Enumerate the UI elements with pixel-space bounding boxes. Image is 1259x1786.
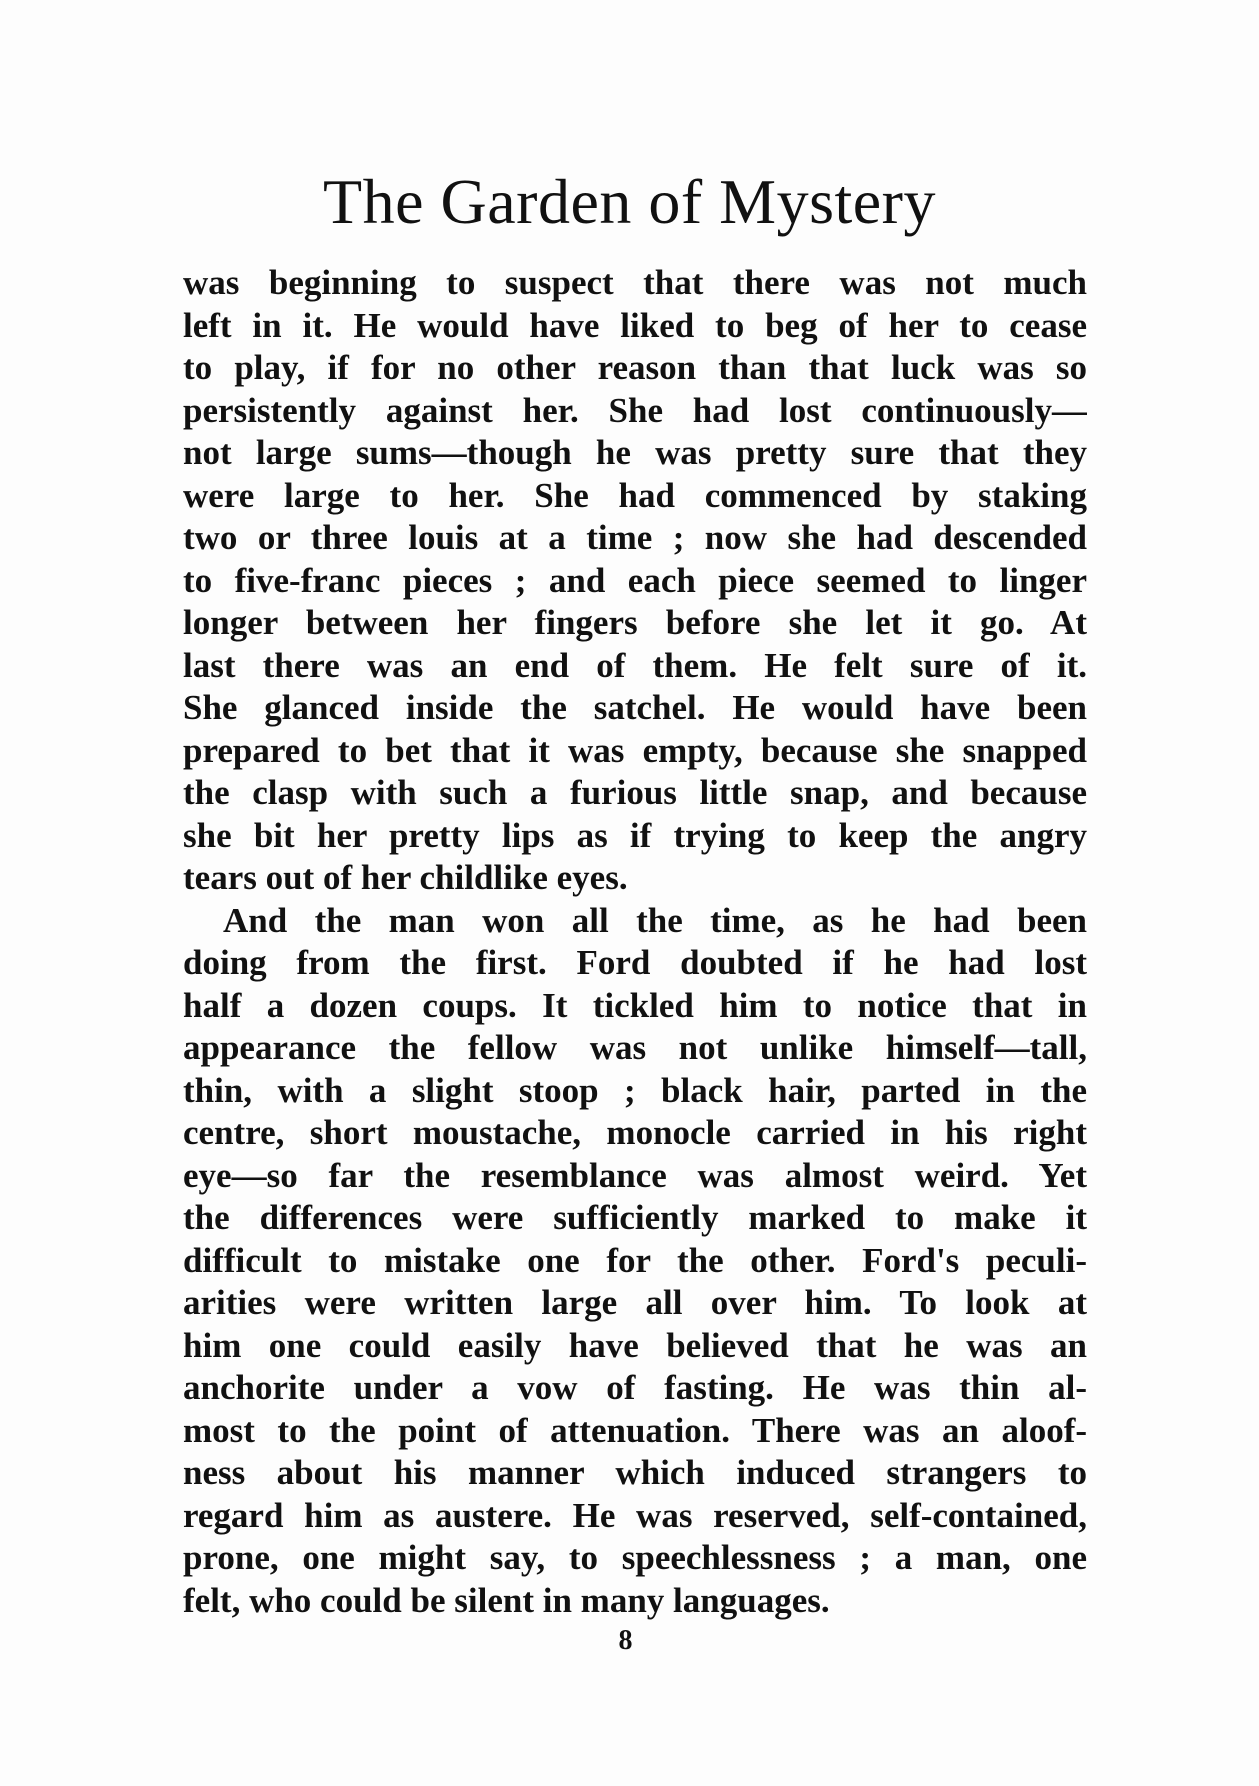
text-line: most to the point of attenuation. There was an aloof- (183, 1410, 1087, 1450)
text-line: last there was an end of them. He felt sure of it. (183, 645, 1087, 685)
paragraph-start-line: And the man won all the time, as he had been (223, 900, 1087, 940)
text-line: the differences were sufficiently marked to make it (183, 1198, 1087, 1237)
text-line: appearance the fellow was not unlike himself—tall, (183, 1028, 1087, 1067)
text-line: doing from the first. Ford doubted if he had lost (183, 943, 1087, 982)
text-line: to five-franc pieces ; and each piece seemed to linger (183, 560, 1087, 600)
text-line: anchorite under a vow of fasting. He was thin al- (183, 1368, 1087, 1407)
text-line: eye—so far the resemblance was almost weird. Yet (183, 1155, 1087, 1195)
text-line: difficult to mistake one for the other. Ford's peculi- (183, 1240, 1087, 1280)
paragraph-end-line: felt, who could be silent in many languages. (183, 1580, 830, 1620)
text-line: regard him as austere. He was reserved, self-contained, (183, 1495, 1087, 1535)
text-line: arities were written large all over him. To look at (183, 1283, 1087, 1322)
body-text (183, 262, 1087, 1622)
text-line: left in it. He would have liked to beg of her to cease (183, 305, 1087, 345)
text-line: centre, short moustache, monocle carried in his right (183, 1113, 1087, 1152)
text-line: prone, one might say, to speechlessness ; a man, one (183, 1538, 1087, 1577)
text-line: the clasp with such a furious little snap, and because (183, 773, 1087, 812)
paragraph-end-line: tears out of her childlike eyes. (183, 858, 628, 897)
text-line: prepared to bet that it was empty, because she snapped (183, 730, 1087, 770)
text-line: two or three louis at a time ; now she had descended (183, 518, 1087, 557)
text-line: She glanced inside the satchel. He would have been (183, 688, 1087, 727)
text-line: ness about his manner which induced strangers to (183, 1453, 1087, 1492)
running-head: The Garden of Mystery (323, 166, 936, 237)
text-line: thin, with a slight stoop ; black hair, parted in the (183, 1070, 1087, 1110)
text-line: not large sums—though he was pretty sure that they (183, 433, 1087, 472)
text-line: she bit her pretty lips as if trying to keep the angry (183, 815, 1087, 855)
text-line: persistently against her. She had lost continuously— (183, 390, 1087, 430)
text-line: was beginning to suspect that there was not much (183, 263, 1087, 302)
text-line: longer between her fingers before she let it go. At (183, 603, 1087, 642)
text-line: half a dozen coups. It tickled him to notice that in (183, 985, 1087, 1025)
text-line: him one could easily have believed that he was an (183, 1325, 1087, 1365)
text-line: to play, if for no other reason than that luck was so (183, 348, 1087, 387)
page-number: 8 (618, 1625, 633, 1656)
text-line: were large to her. She had commenced by staking (183, 475, 1087, 515)
